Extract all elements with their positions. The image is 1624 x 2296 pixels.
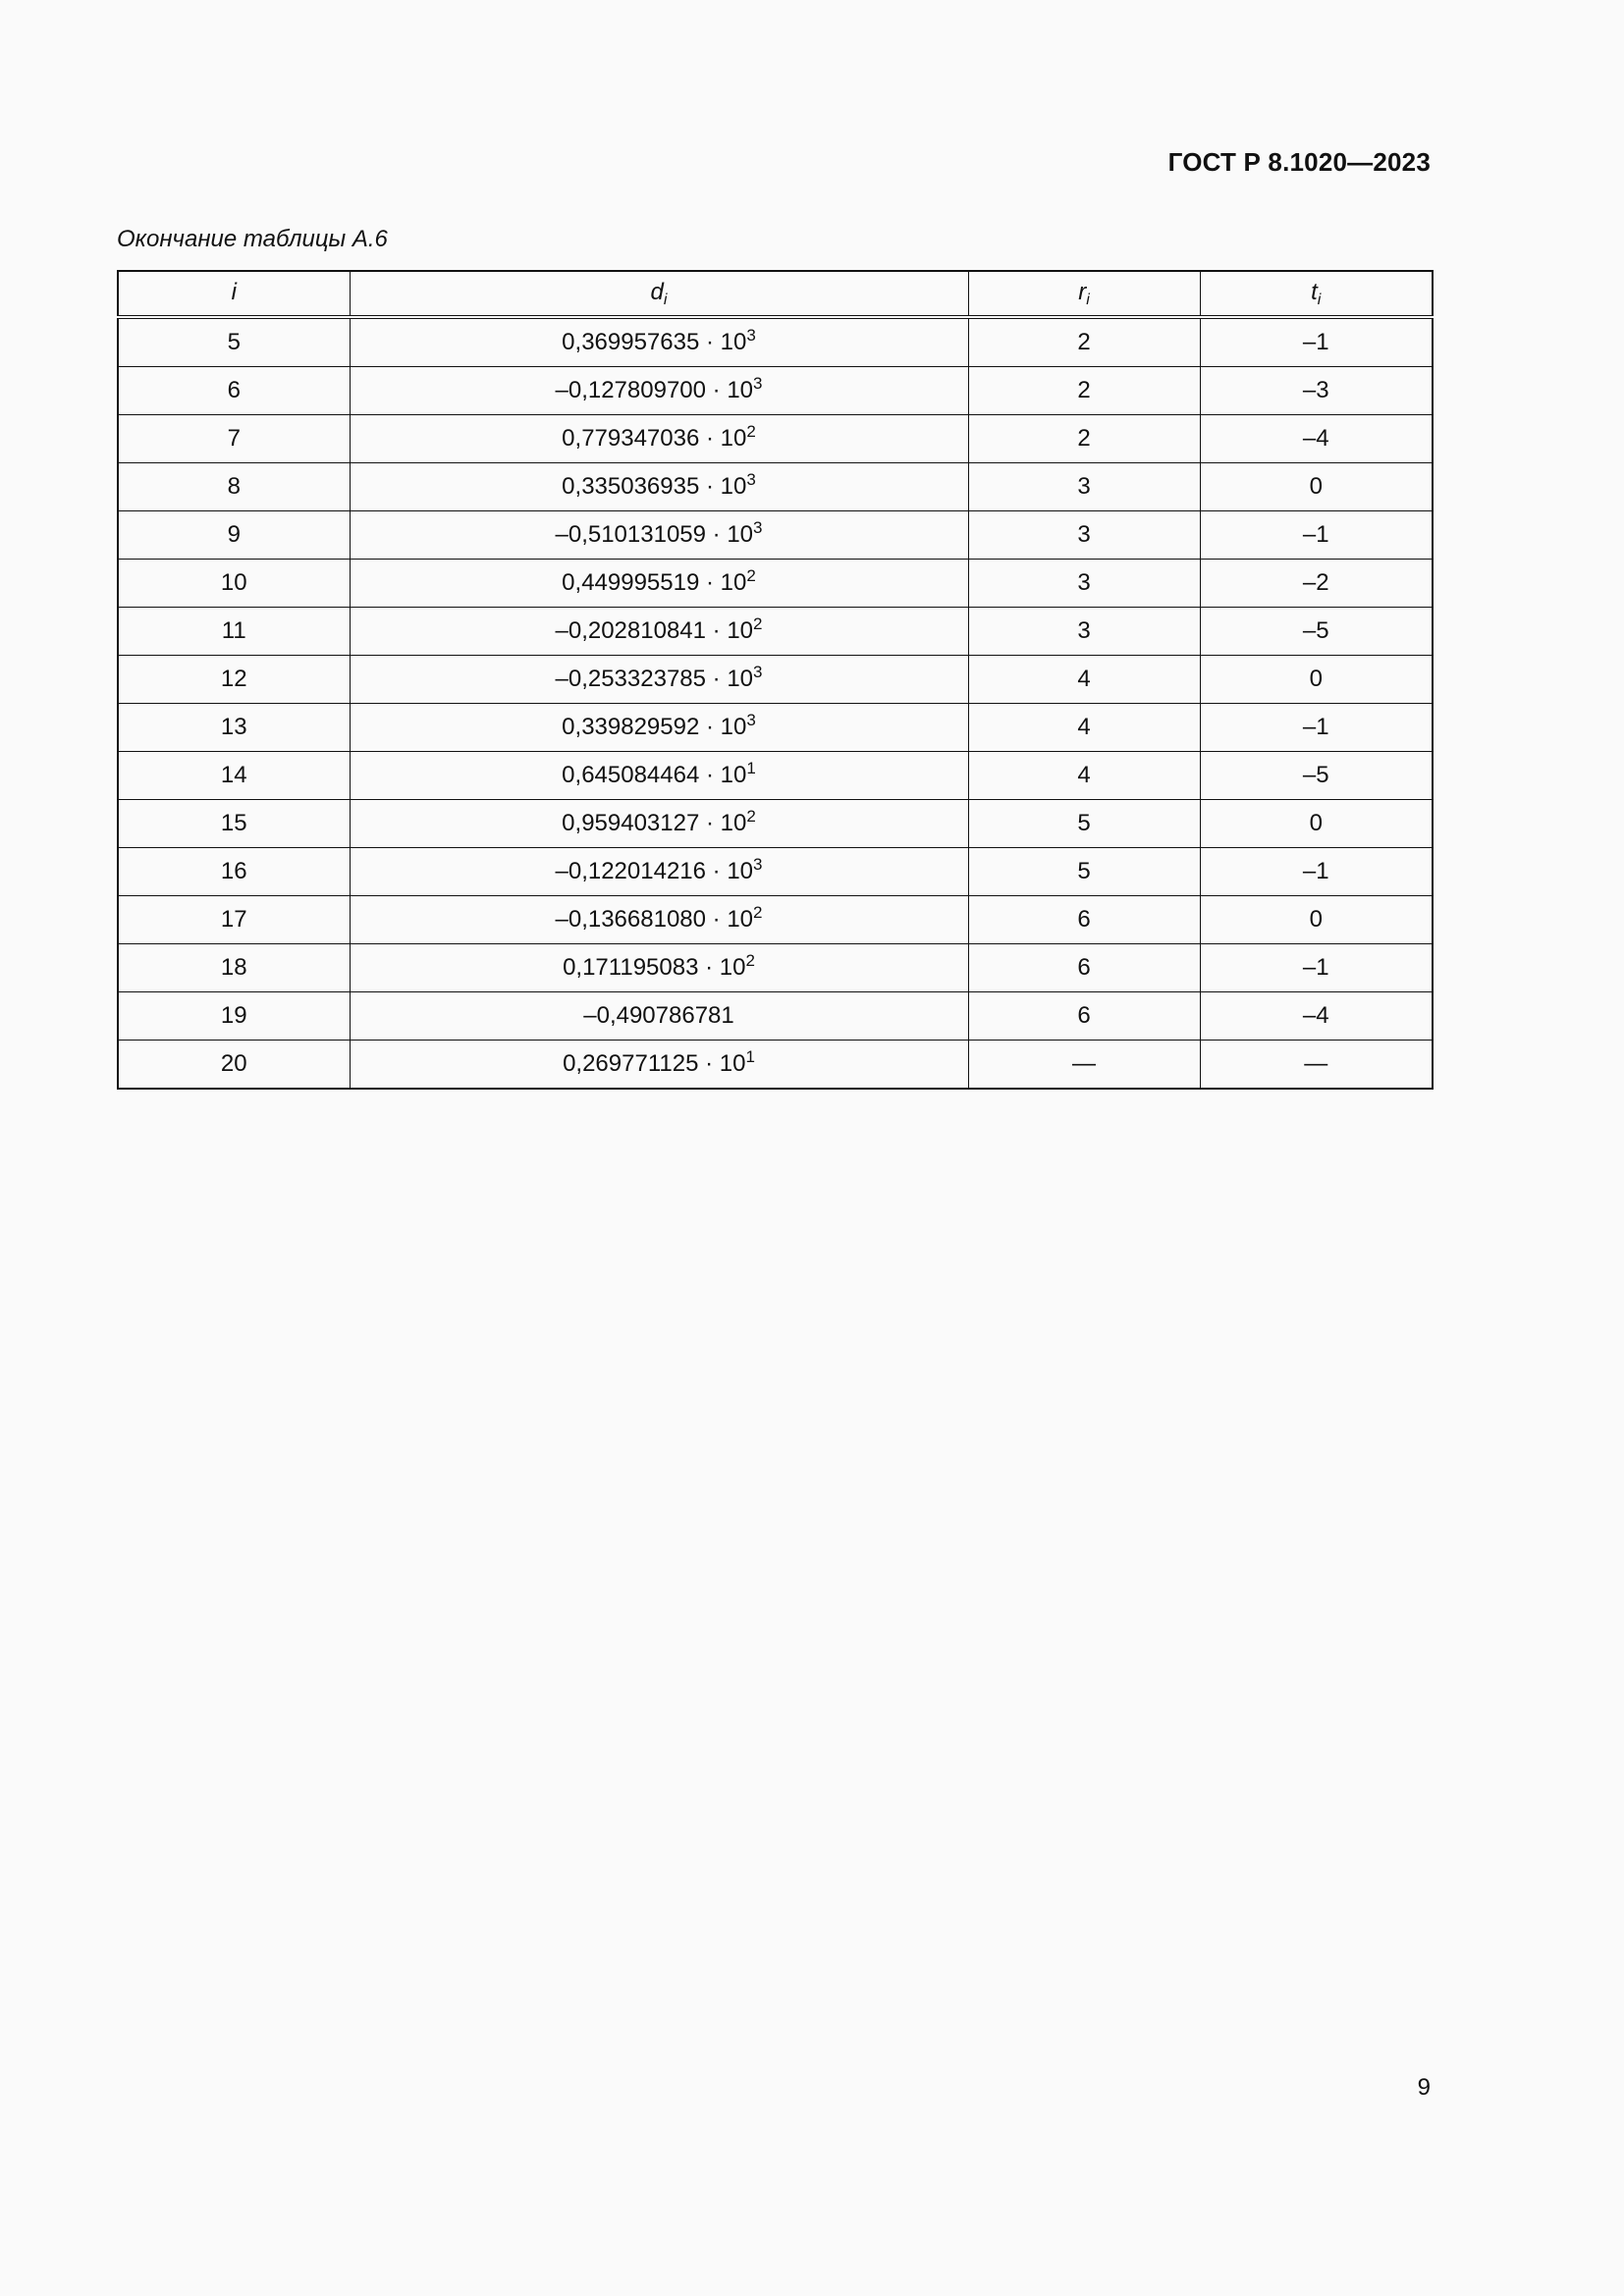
cell-r: 4 <box>968 656 1200 704</box>
cell-d <box>350 896 968 944</box>
cell-d-mantissa: 0,645084464 · 10 <box>562 762 747 788</box>
cell-r: 3 <box>968 608 1200 656</box>
cell-d <box>350 656 968 704</box>
column-header-i: i <box>118 271 350 317</box>
cell-d-mantissa: 0,959403127 · 10 <box>562 810 747 836</box>
cell-d <box>350 944 968 992</box>
cell-r: 5 <box>968 848 1200 896</box>
cell-i: 16 <box>118 848 350 896</box>
cell-d <box>350 800 968 848</box>
cell-i: 17 <box>118 896 350 944</box>
cell-t: –1 <box>1200 848 1433 896</box>
cell-d-exponent: 2 <box>746 422 756 441</box>
cell-i: 10 <box>118 560 350 608</box>
cell-d-exponent: 2 <box>753 903 763 922</box>
cell-d <box>350 511 968 560</box>
cell-t: 0 <box>1200 656 1433 704</box>
cell-d <box>350 848 968 896</box>
cell-i: 8 <box>118 463 350 511</box>
cell-d-mantissa: 0,449995519 · 10 <box>562 569 747 596</box>
cell-t: — <box>1200 1041 1433 1090</box>
table-caption: Окончание таблицы А.6 <box>117 226 388 252</box>
table-row <box>118 992 1433 1041</box>
cell-t: –1 <box>1200 944 1433 992</box>
cell-r: 3 <box>968 463 1200 511</box>
table-header <box>118 271 1433 317</box>
cell-r: 2 <box>968 317 1200 367</box>
table-row <box>118 752 1433 800</box>
cell-d <box>350 992 968 1041</box>
cell-r: 4 <box>968 752 1200 800</box>
table-row <box>118 367 1433 415</box>
cell-d-exponent: 3 <box>753 374 763 393</box>
cell-r: 3 <box>968 560 1200 608</box>
cell-d <box>350 1041 968 1090</box>
cell-d-mantissa: 0,339829592 · 10 <box>562 714 747 740</box>
cell-d <box>350 415 968 463</box>
cell-t: –1 <box>1200 704 1433 752</box>
cell-r: 2 <box>968 367 1200 415</box>
cell-d <box>350 367 968 415</box>
cell-d <box>350 317 968 367</box>
cell-t: –1 <box>1200 511 1433 560</box>
cell-d <box>350 463 968 511</box>
cell-d <box>350 704 968 752</box>
cell-t: 0 <box>1200 896 1433 944</box>
cell-r: 6 <box>968 944 1200 992</box>
cell-i: 11 <box>118 608 350 656</box>
cell-r: 3 <box>968 511 1200 560</box>
cell-t: –4 <box>1200 992 1433 1041</box>
cell-d-mantissa: 0,779347036 · 10 <box>562 425 747 452</box>
header-row <box>118 271 1433 317</box>
cell-d-mantissa: –0,136681080 · 10 <box>555 906 754 933</box>
cell-d-exponent: 1 <box>745 1047 755 1066</box>
cell-d-mantissa: 0,269771125 · 10 <box>563 1050 746 1077</box>
table-row <box>118 1041 1433 1090</box>
table-row <box>118 608 1433 656</box>
cell-d-exponent: 2 <box>746 807 756 826</box>
cell-d-exponent: 3 <box>753 855 763 874</box>
table-row <box>118 560 1433 608</box>
cell-t: –3 <box>1200 367 1433 415</box>
cell-d-exponent: 3 <box>746 711 756 729</box>
cell-d-mantissa: –0,127809700 · 10 <box>555 377 754 403</box>
table-row <box>118 511 1433 560</box>
cell-i: 20 <box>118 1041 350 1090</box>
cell-i: 19 <box>118 992 350 1041</box>
cell-i: 18 <box>118 944 350 992</box>
cell-i: 14 <box>118 752 350 800</box>
table-row <box>118 415 1433 463</box>
table-row <box>118 704 1433 752</box>
cell-t: –5 <box>1200 608 1433 656</box>
cell-d-mantissa: –0,490786781 <box>583 1002 734 1029</box>
table-row <box>118 896 1433 944</box>
cell-d-mantissa: 0,171195083 · 10 <box>563 954 746 981</box>
cell-t: –4 <box>1200 415 1433 463</box>
cell-d-mantissa: –0,510131059 · 10 <box>555 521 754 548</box>
table-body <box>118 317 1433 1089</box>
table-row <box>118 656 1433 704</box>
cell-d-exponent: 3 <box>746 326 756 345</box>
cell-r: 5 <box>968 800 1200 848</box>
cell-t: –5 <box>1200 752 1433 800</box>
cell-d-exponent: 2 <box>745 951 755 970</box>
cell-i: 6 <box>118 367 350 415</box>
cell-i: 7 <box>118 415 350 463</box>
cell-d-mantissa: –0,122014216 · 10 <box>555 858 754 884</box>
table-row <box>118 800 1433 848</box>
cell-r: — <box>968 1041 1200 1090</box>
cell-r: 4 <box>968 704 1200 752</box>
cell-d-exponent: 1 <box>746 759 756 777</box>
cell-d-exponent: 2 <box>746 566 756 585</box>
cell-d-exponent: 2 <box>753 614 763 633</box>
table-row <box>118 848 1433 896</box>
cell-i: 5 <box>118 317 350 367</box>
cell-t: –2 <box>1200 560 1433 608</box>
cell-i: 15 <box>118 800 350 848</box>
cell-d-mantissa: 0,335036935 · 10 <box>562 473 747 500</box>
page-number: 9 <box>1417 2074 1431 2101</box>
cell-t: 0 <box>1200 463 1433 511</box>
cell-i: 12 <box>118 656 350 704</box>
document-code: ГОСТ Р 8.1020—2023 <box>1167 147 1431 177</box>
table-row <box>118 944 1433 992</box>
cell-d-exponent: 3 <box>753 518 763 537</box>
cell-i: 9 <box>118 511 350 560</box>
cell-d <box>350 752 968 800</box>
table-row <box>118 463 1433 511</box>
cell-r: 6 <box>968 896 1200 944</box>
table-row <box>118 317 1433 367</box>
cell-i: 13 <box>118 704 350 752</box>
cell-d <box>350 608 968 656</box>
cell-d-exponent: 3 <box>753 663 763 681</box>
cell-d-mantissa: 0,369957635 · 10 <box>562 329 747 355</box>
cell-r: 2 <box>968 415 1200 463</box>
cell-d-mantissa: –0,253323785 · 10 <box>555 666 754 692</box>
cell-t: –1 <box>1200 317 1433 367</box>
cell-d <box>350 560 968 608</box>
cell-d-mantissa: –0,202810841 · 10 <box>555 617 754 644</box>
cell-d-exponent: 3 <box>746 470 756 489</box>
column-header-r: $r_i$ <box>968 271 1200 317</box>
column-header-t: $t_i$ <box>1200 271 1433 317</box>
cell-r: 6 <box>968 992 1200 1041</box>
cell-t: 0 <box>1200 800 1433 848</box>
coefficient-table <box>117 270 1434 1090</box>
column-header-d: $d_i$ <box>350 271 968 317</box>
